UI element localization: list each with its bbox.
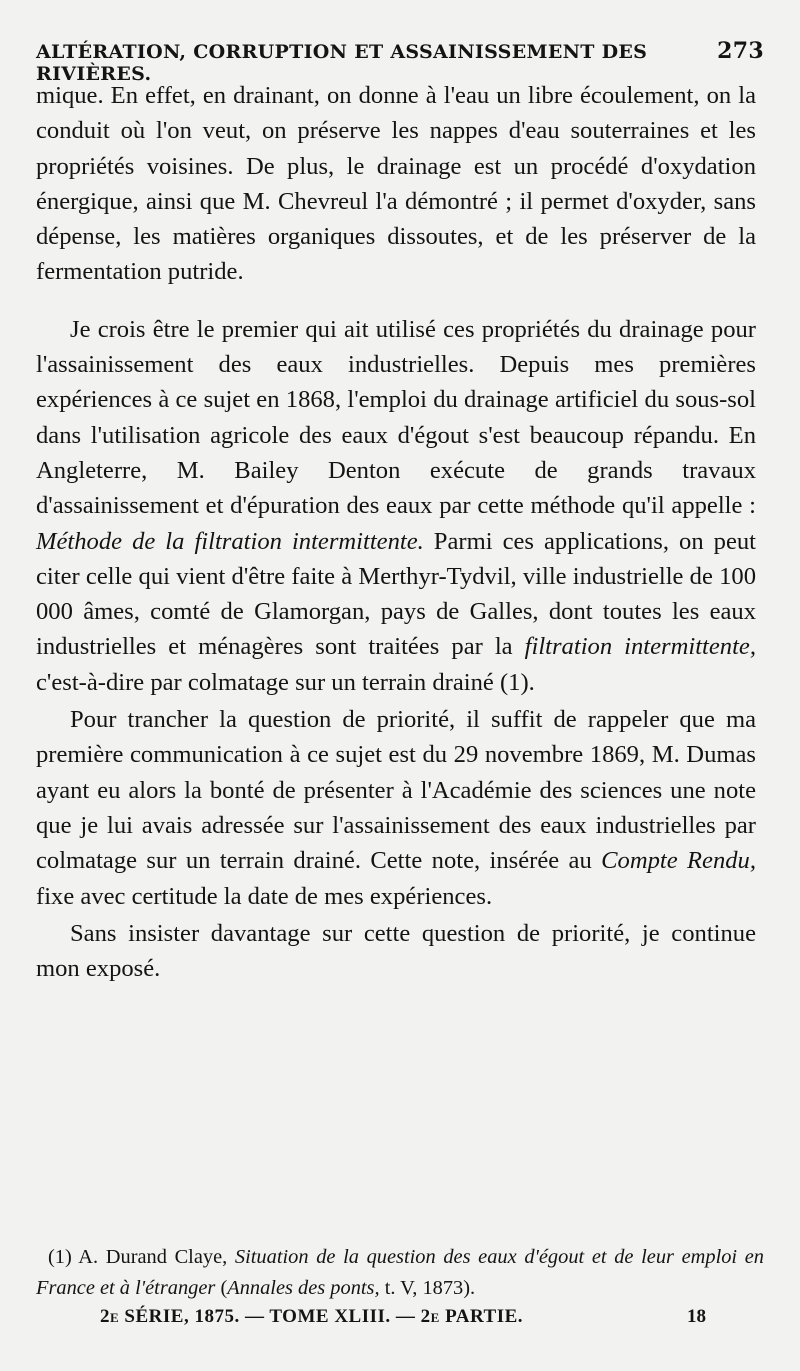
paragraph-1 <box>36 78 756 290</box>
paragraph-2-text-c: c'est-à-dire par colmatage sur un terrain drainé (1). <box>36 668 535 696</box>
paragraph-3-text-b: fixe avec certitude la date de mes expériences. <box>36 882 493 910</box>
paragraph-2-text-b: Parmi ces applications, on peut citer celle qui vient d'être faite à Merthyr-Tydvil, ville industrielle de 100 000 âmes, comté de Glamorgan, pays de Galles, dont toutes les eaux industrielles et ménagères sont traitées par la <box>36 527 756 661</box>
footnote-italic-title: Situation de la question des eaux d'égout et de leur emploi en France et à l'étranger <box>36 1246 764 1299</box>
page-number: 273 <box>717 38 764 64</box>
footnote-tail: t. V, 1873). <box>379 1277 476 1299</box>
signature-line <box>100 1306 706 1328</box>
paragraph-2-italic-filtration: filtration intermittente, <box>524 633 756 661</box>
footnote-italic-journal: Annales des ponts, <box>227 1277 380 1299</box>
paragraph-2-italic-method: Méthode de la filtration intermittente. <box>36 527 424 555</box>
paragraph-1-text: mique. En effet, en drainant, on donne à l'eau un libre écoulement, on la conduit où l'on veut, on préserve les nappes d'eau souterraines et les propriétés voisines. De plus, le drainage est un procédé d'oxydation énergique, ainsi que M. Chevreul l'a démontré ; il permet d'oxyder, sans dépense, les matières organiques dissoutes, et de les préserver de la fermentation putride. <box>36 82 756 286</box>
footnote <box>36 1242 764 1304</box>
footnote-marker: (1) A. Durand Claye, <box>48 1246 235 1268</box>
paragraph-3 <box>36 702 756 914</box>
paragraph-4 <box>36 916 756 987</box>
body-text <box>36 78 756 986</box>
series-info: 2e SÉRIE, 1875. — TOME XLIII. — 2e PARTIE. <box>100 1306 524 1327</box>
paragraph-3-text-a: Pour trancher la question de priorité, il suffit de rappeler que ma première communication à ce sujet est du 29 novembre 1869, M. Dumas ayant eu alors la bonté de présenter à l'Académie des sciences une note que je lui avais adressée sur l'assainissement des eaux industrielles par colmatage sur un terrain drainé. Cette note, insérée au <box>36 706 756 875</box>
paragraph-3-italic-compte-rendu: Compte Rendu, <box>601 847 756 875</box>
footnote-paren: ( <box>215 1277 228 1299</box>
paragraph-2 <box>36 312 756 700</box>
running-title: ALTÉRATION, CORRUPTION ET ASSAINISSEMENT DES RIVIÈRES. <box>36 41 648 85</box>
paragraph-2-text-a: Je crois être le premier qui ait utilisé ces propriétés du drainage pour l'assainissement des eaux industrielles. Depuis mes premières expériences à ce sujet en 1868, l'emploi du drainage artificiel du sous-sol dans l'utilisation agricole des eaux d'égout s'est beaucoup répandu. En Angleterre, M. Bailey Denton exécute de grands travaux d'assainissement et d'épuration des eaux par cette méthode qu'il appelle : <box>36 315 756 520</box>
paragraph-4-text: Sans insister davantage sur cette question de priorité, je continue mon exposé. <box>36 919 756 983</box>
sheet-number: 18 <box>687 1306 706 1327</box>
